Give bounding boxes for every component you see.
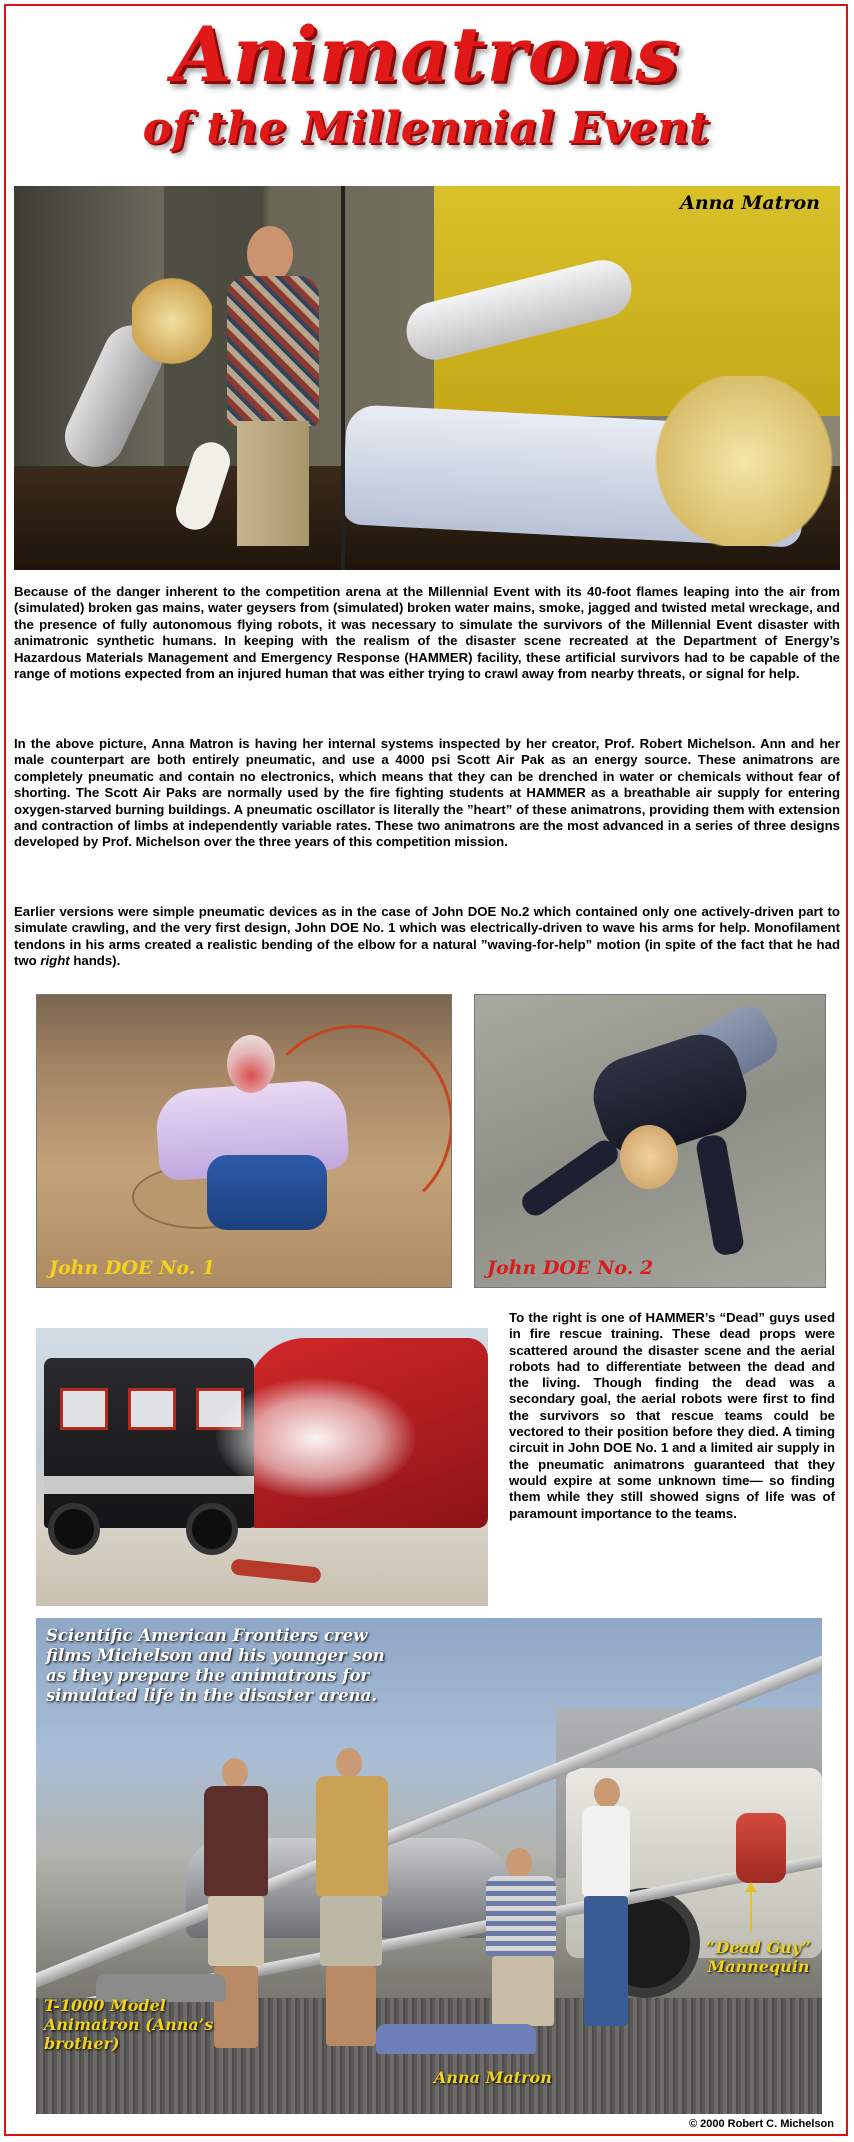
page-subtitle: of the Millennial Event — [142, 103, 710, 154]
photo-john-doe-2-head — [620, 1125, 678, 1189]
photo-person-head — [594, 1778, 620, 1808]
photo-person-jeans — [584, 1896, 628, 2026]
film-crew-caption: Scientific American Frontiers crew films Michelson and his younger son as they prepare the animatrons for simulated life in the disaster arena. — [46, 1626, 385, 1705]
john-doe-1-caption: John DOE No. 1 — [49, 1257, 216, 1279]
anna-matron-caption: Anna Matron — [680, 192, 820, 214]
photo-truck-wheel — [186, 1503, 238, 1555]
photo-divider — [341, 186, 345, 570]
john-doe-1-photo — [36, 994, 452, 1288]
photo-truck-bumper — [44, 1476, 254, 1494]
photo-truck-wheel — [48, 1503, 100, 1555]
photo-john-doe-1-pants — [207, 1155, 327, 1230]
photo-creator-pants — [237, 421, 309, 546]
photo-steam — [216, 1378, 416, 1498]
photo-person-shirt — [486, 1876, 556, 1956]
photo-dead-prop — [230, 1558, 321, 1583]
paragraph-earlier-versions — [14, 904, 840, 970]
paragraph-intro: Because of the danger inherent to the competition arena at the Millennial Event with its 40-foot flames leaping into the air from (simulated) broken gas mains, water geysers from (simulated) broken water mains, smoke, jagged and twisted metal wreckage, and the presence of fully autonomous flying robots, it was necessary to simulate the survivors of the Millennial Event disaster with animatronic synthetic humans. In keeping with the realism of the disaster scene recreated at the Department of Energy’s Hazardous Materials Management and Emergency Response (HAMMER) facility, these artificial survivors had to be capable of the range of motions expected from an injured human that was either trying to crawl away from nearby threats, or signal for help. — [14, 584, 840, 682]
page-frame — [4, 4, 848, 2136]
dead-guy-caption: “Dead Guy” Mannequin — [706, 1938, 811, 1976]
photo-john-doe-1-head — [227, 1035, 275, 1093]
photo-person-shorts — [320, 1896, 382, 1966]
arrow-up-icon — [750, 1890, 752, 1932]
photo-younger-son — [576, 1778, 636, 2038]
paragraph-anna-matron: In the above picture, Anna Matron is having her internal systems inspected by her creator, Prof. Robert Michelson. Ann and her male counterpart are both entirely pneumatic, and use a 4000 psi Scott Air Pak as an energy source. These animatrons are completely pneumatic and contain no electronics, which means that they can be drenched in water or chemicals without fear of shorting. The Scott Air Paks are normally used by the fire fighting students at HAMMER as a breathable air supply for entering oxygen-starved burning buildings. A pneumatic oscillator is literally the ”heart” of these animatrons, providing them with extension and contraction of limbs at independently variable rates. These two animatrons are the most advanced in a series of three designs developed by Prof. Michelson over the three years of this competition mission. — [14, 736, 840, 850]
paragraph-emphasis: right — [40, 953, 70, 969]
photo-person-vest — [316, 1776, 388, 1896]
photo-animatron-head — [654, 376, 834, 546]
film-crew-photo — [36, 1618, 822, 2114]
photo-creator-head — [247, 226, 293, 282]
photo-person-shirt — [582, 1806, 630, 1896]
photo-creator — [219, 226, 324, 546]
photo-anna-matron-lying — [376, 2018, 536, 2058]
photo-animatron-head-small — [132, 276, 212, 366]
photo-person-head — [336, 1748, 362, 1778]
t1000-caption: T-1000 Model Animatron (Anna’s brother) — [44, 1996, 214, 2053]
photo-john-doe-2-arm-right — [695, 1133, 745, 1256]
photo-person-legs — [326, 1966, 376, 2046]
photo-animatron-body — [376, 2024, 536, 2054]
john-doe-2-photo — [474, 994, 826, 1288]
photo-truck-window — [128, 1388, 176, 1430]
photo-person-shirt — [204, 1786, 268, 1896]
fire-rescue-training-photo — [36, 1328, 488, 1606]
photo-person-shorts — [208, 1896, 264, 1966]
paragraph-earlier-versions-text: Earlier versions were simple pneumatic devices as in the case of John DOE No.2 which contained only one actively-driven part to simulate crawling, and the very first design, John DOE No. 1 which was electrically-driven to wave his arms for help. Monofilament tendons in his arms created a realistic bending of the elbow for a natural ”waving-for-help” motion (in spite of the fact that he had two — [14, 904, 840, 969]
photo-camera-operator — [306, 1748, 396, 2058]
page-title: Animatrons — [172, 10, 680, 99]
photo-john-doe-2-arm-left — [517, 1136, 622, 1220]
anna-matron-photo — [14, 186, 840, 570]
photo-dead-guy-mannequin — [736, 1813, 786, 1883]
copyright-notice: © 2000 Robert C. Michelson — [688, 2118, 834, 2130]
paragraph-earlier-versions-end: hands). — [69, 953, 121, 969]
photo-truck-window — [60, 1388, 108, 1430]
photo-person-pants — [492, 1956, 554, 2026]
photo-john-doe-2 — [505, 1015, 805, 1255]
photo-john-doe-1 — [137, 1035, 367, 1235]
john-doe-2-caption: John DOE No. 2 — [487, 1257, 654, 1279]
photo-person-head — [222, 1758, 248, 1788]
photo-creator-shirt — [227, 276, 319, 426]
paragraph-dead-guys: To the right is one of HAMMER’s “Dead” guys used in fire rescue training. These dead props were scattered around the disaster scene and the aerial robots had to differentiate between the dead and the living. Though finding the dead was a secondary goal, the aerial robots were first to find the survivors so that rescue teams could be vectored to their position before they died. A timing circuit in John DOE No. 1 and a limited air supply in the pneumatic animatrons guaranteed that they would expire at some unknown time— so finding them while they still showed signs of life was of paramount importance to the teams. — [509, 1310, 835, 1521]
photo-person-head — [506, 1848, 532, 1878]
anna-matron-lying-caption: Anna Matron — [434, 2068, 552, 2087]
